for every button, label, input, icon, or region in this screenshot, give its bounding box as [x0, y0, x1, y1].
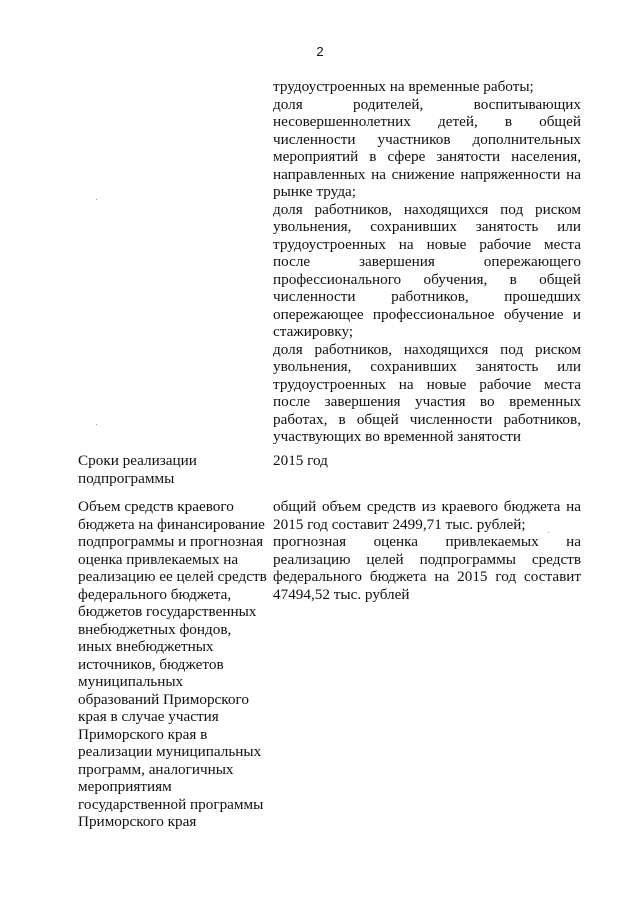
scan-speck	[96, 424, 97, 425]
terms-value: 2015 год	[273, 452, 328, 469]
page-number: 2	[316, 44, 324, 59]
scan-speck	[96, 199, 97, 200]
funding-label: Объем средств краевого бюджета на финансирование подпрограммы и прогнозная оценка привлекаемых на реализацию ее целей средств федерального бюджета, бюджетов государственных внебюджетных фондов, иных внебюджетных источников, бюджетов муниципальных образований Приморского края в случае участия Приморского края в реализации муниципальных программ, аналогичных мероприятиям государственной программы Приморского края	[78, 498, 267, 830]
terms-label: Сроки реализации подпрограммы	[78, 452, 197, 487]
indicator-item: доля родителей, воспитывающих несовершеннолетних детей, в общей численности участников дополнительных мероприятий в сфере занятости населения, направленных на снижение напряженности на рынке труда;	[273, 95, 581, 200]
indicator-item: трудоустроенных на временные работы;	[273, 78, 534, 95]
indicator-item: доля работников, находящихся под риском увольнения, сохранивших занятость или трудоустроенных на новые рабочие места после завершения опережающего профессионального обучения, в общей численности работников, прошедших опережающее профессиональное обучение и стажировку;	[273, 200, 581, 340]
funding-values	[273, 498, 581, 603]
funding-value-item: прогнозная оценка привлекаемых на реализацию целей подпрограммы средств федерального бюджета на 2015 год составит 47494,52 тыс. рублей	[273, 533, 581, 603]
indicators-block	[273, 78, 581, 446]
scan-speck	[548, 532, 549, 533]
funding-value-item: общий объем средств из краевого бюджета на 2015 год составит 2499,71 тыс. рублей;	[273, 498, 581, 533]
indicator-item: доля работников, находящихся под риском увольнения, сохранивших занятость или трудоустроенных на новые рабочие места после завершения участия во временных работах, в общей численности работников, участвующих во временной занятости	[273, 340, 581, 445]
